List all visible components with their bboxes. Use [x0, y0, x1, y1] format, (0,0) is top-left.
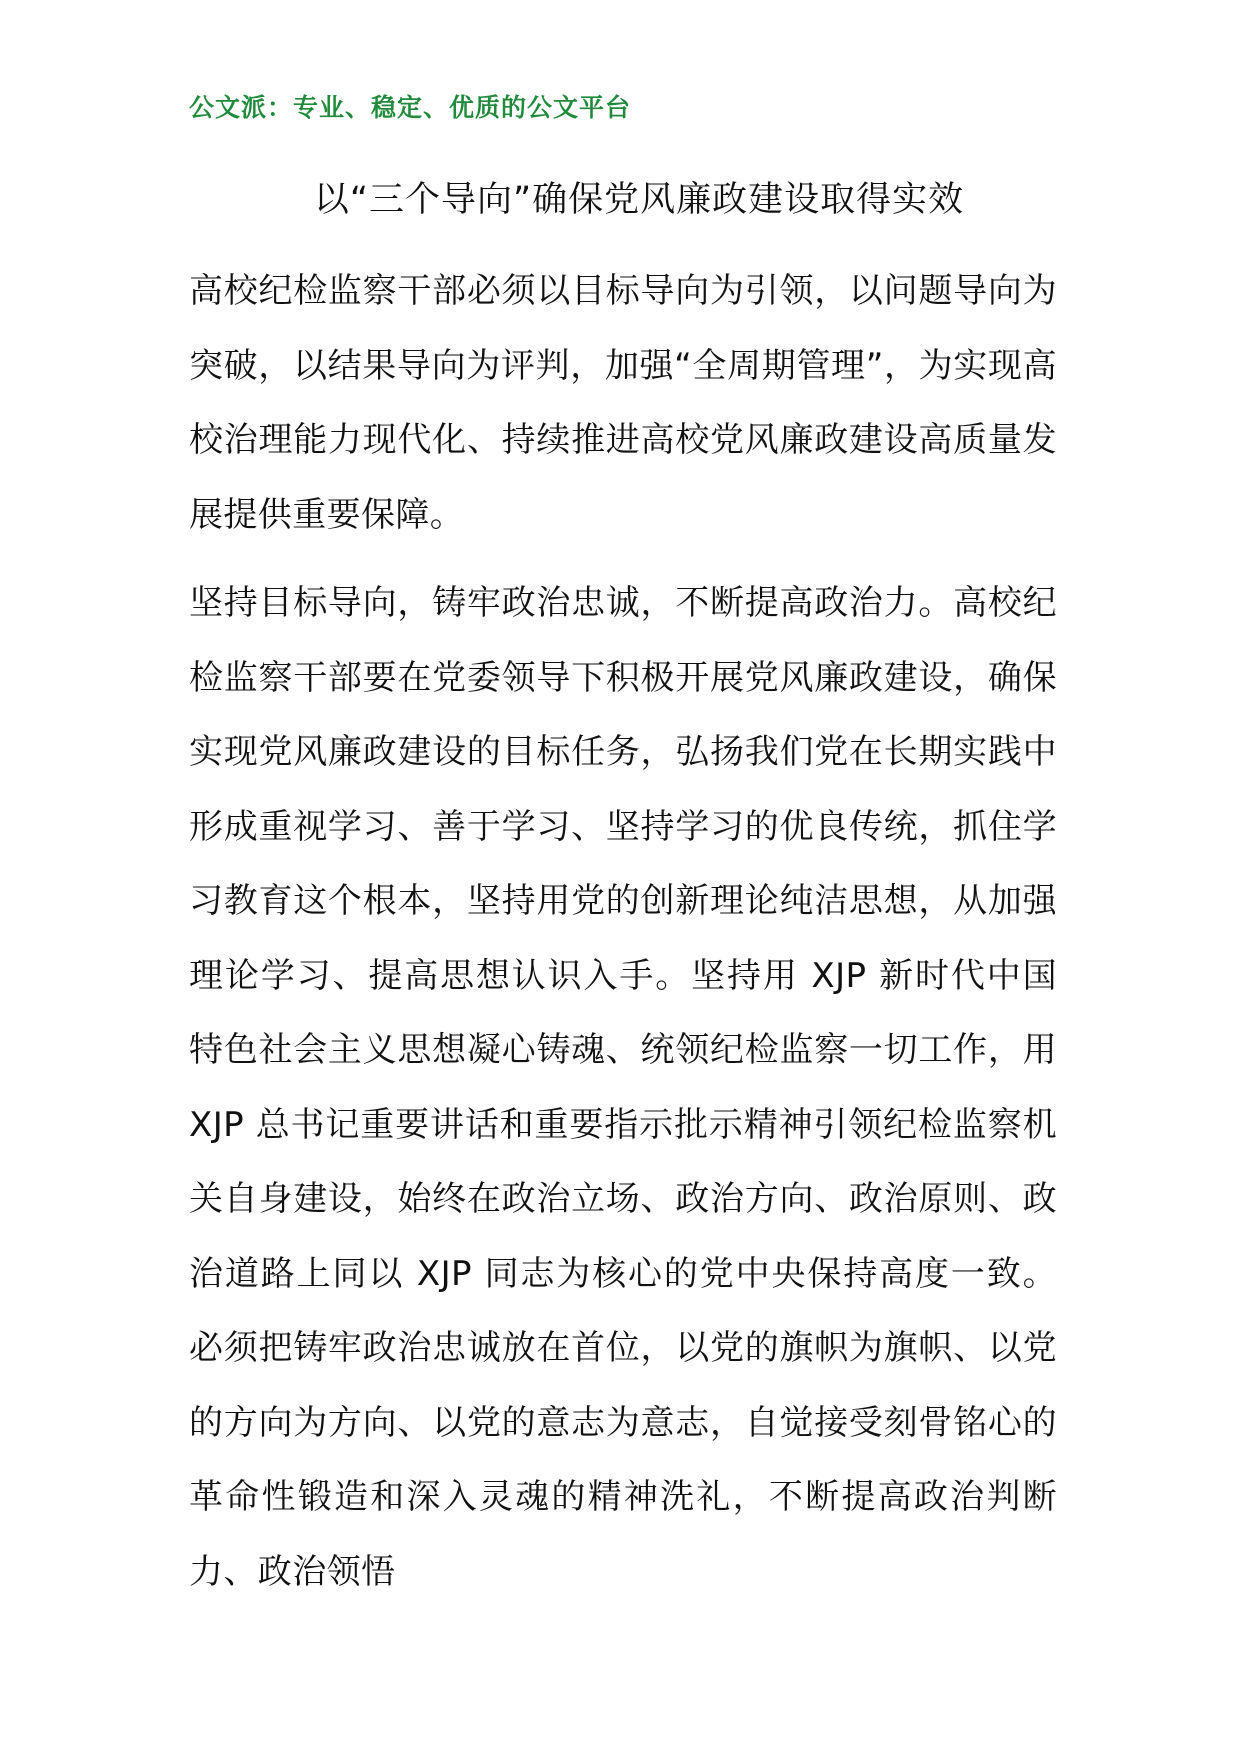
- body-paragraph: 高校纪检监察干部必须以目标导向为引领，以问题导向为突破，以结果导向为评判，加强“全周期管理”，为实现高校治理能力现代化、持续推进高校党风廉政建设高质量发展提供重要保障。: [189, 271, 1057, 535]
- header-brand-text: 公文派：专业、稳定、优质的公文平台: [189, 93, 632, 122]
- body-paragraph: 坚持目标导向，铸牢政治忠诚，不断提高政治力。高校纪检监察干部要在党委领导下积极开展党风廉政建设，确保实现党风廉政建设的目标任务，弘扬我们党在长期实践中形成重视学习、善于学习、坚持学习的优良传统，抓住学习教育这个根本，坚持用党的创新理论纯洁思想，从加强理论学习、提高思想认识入手。坚持用 XJP 新时代中国特色社会主义思想凝心铸魂、统领纪检监察一切工作，用 XJP 总书记重要讲话和重要指示批示精神引领纪检监察机关自身建设，始终在政治立场、政治方向、政治原则、政治道路上同以 XJP 同志为核心的党中央保持高度一致。必须把铸牢政治忠诚放在首位，以党的旗帜为旗帜、以党的方向为方向、以党的意志为意志，自觉接受刻骨铭心的革命性锻造和深入灵魂的精神洗礼，不断提高政治判断力、政治领悟: [189, 583, 1057, 1592]
- document-title: 以“三个导向”确保党风廉政建设取得实效: [313, 180, 965, 220]
